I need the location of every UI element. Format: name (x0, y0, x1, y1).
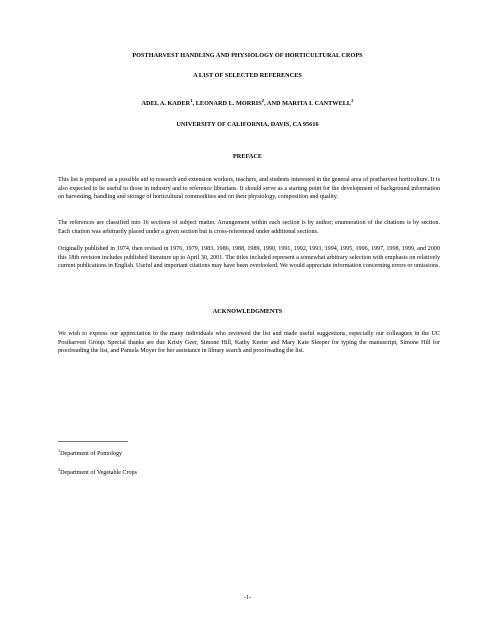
affiliation: UNIVERSITY OF CALIFORNIA, DAVIS, CA 95616 (176, 121, 319, 128)
paragraph-text: This list is prepared as a possible aid to research and extension workers, teachers, and students interested in the general area of postharvest horticulture. It is also expected to be useful to those in industry and to reference librarians. It should serve as a starting point for the development of background information on harvesting, handling and storage of horticultural commodities and on their physiology, composition and quality. (58, 177, 440, 200)
footnote-text: Department of Vegetable Crops (60, 470, 137, 477)
author-1: ADEL A. KADER (141, 100, 191, 107)
author-3: , AND MARITA I. CANTWELL (264, 100, 352, 107)
author-2-footnote-mark: 2 (261, 97, 265, 103)
author-3-footnote-mark: 2 (351, 97, 354, 103)
acknowledgments-heading: ACKNOWLEDGMENTS (212, 308, 283, 315)
document-subtitle: A LIST OF SELECTED REFERENCES (193, 72, 302, 79)
author-2: , LEONARD L. MORRIS (192, 100, 262, 107)
author-line (0, 97, 495, 107)
footnote-2 (58, 467, 137, 477)
footnote-1 (58, 448, 123, 458)
paragraph-text: The references are classified into 16 sections of subject matter. Arrangement within each section is by author; enumeration of the citations is by section. Each citation was arbitrarily placed under a given section but is cross-referenced under additional sections. (58, 220, 440, 235)
paragraph-text: We wish to express our appreciation to the many individuals who reviewed the list and made useful suggestions, especially our colleagues in the UC Postharvest Group. Special thanks are due Kristy Geer, Simone Hill, Kathy Keeter and Mary Kate Sleeper for typing the manuscript, Simone Hill for proofreading the list, and Pamela Moyer for her assistance in library search and proofreading the list. (58, 331, 440, 354)
document-title: POSTHARVEST HANDLING AND PHYSIOLOGY OF HORTICULTURAL CROPS (132, 52, 363, 59)
page-number: -1- (243, 595, 252, 601)
footnote-separator (58, 441, 128, 442)
preface-paragraph-2 (58, 219, 440, 236)
author-1-footnote-mark: 1 (190, 97, 193, 103)
footnote-text: Department of Pomology (60, 451, 123, 458)
preface-heading: PREFACE (232, 153, 263, 160)
preface-paragraph-1 (58, 176, 440, 202)
footnote-mark: 2 (58, 467, 61, 472)
paragraph-text: Originally published in 1974, then revised in 1976, 1979, 1983, 1986, 1988, 1989, 1990, 1991, 1992, 1993, 1994, 1995, 1996, 1997, 1998, 1999, and 2000 this 18th revision includes published literature up to April 30, 2001. The titles included represent a somewhat arbitrary selection with emphasis on relatively current publications in English. Useful and important citations may have been overlooked. We would appreciate information concerning errors or omissions. (58, 246, 440, 269)
acknowledgments-paragraph (58, 330, 440, 356)
preface-paragraph-3 (58, 245, 440, 271)
footnote-mark: 1 (58, 448, 61, 453)
